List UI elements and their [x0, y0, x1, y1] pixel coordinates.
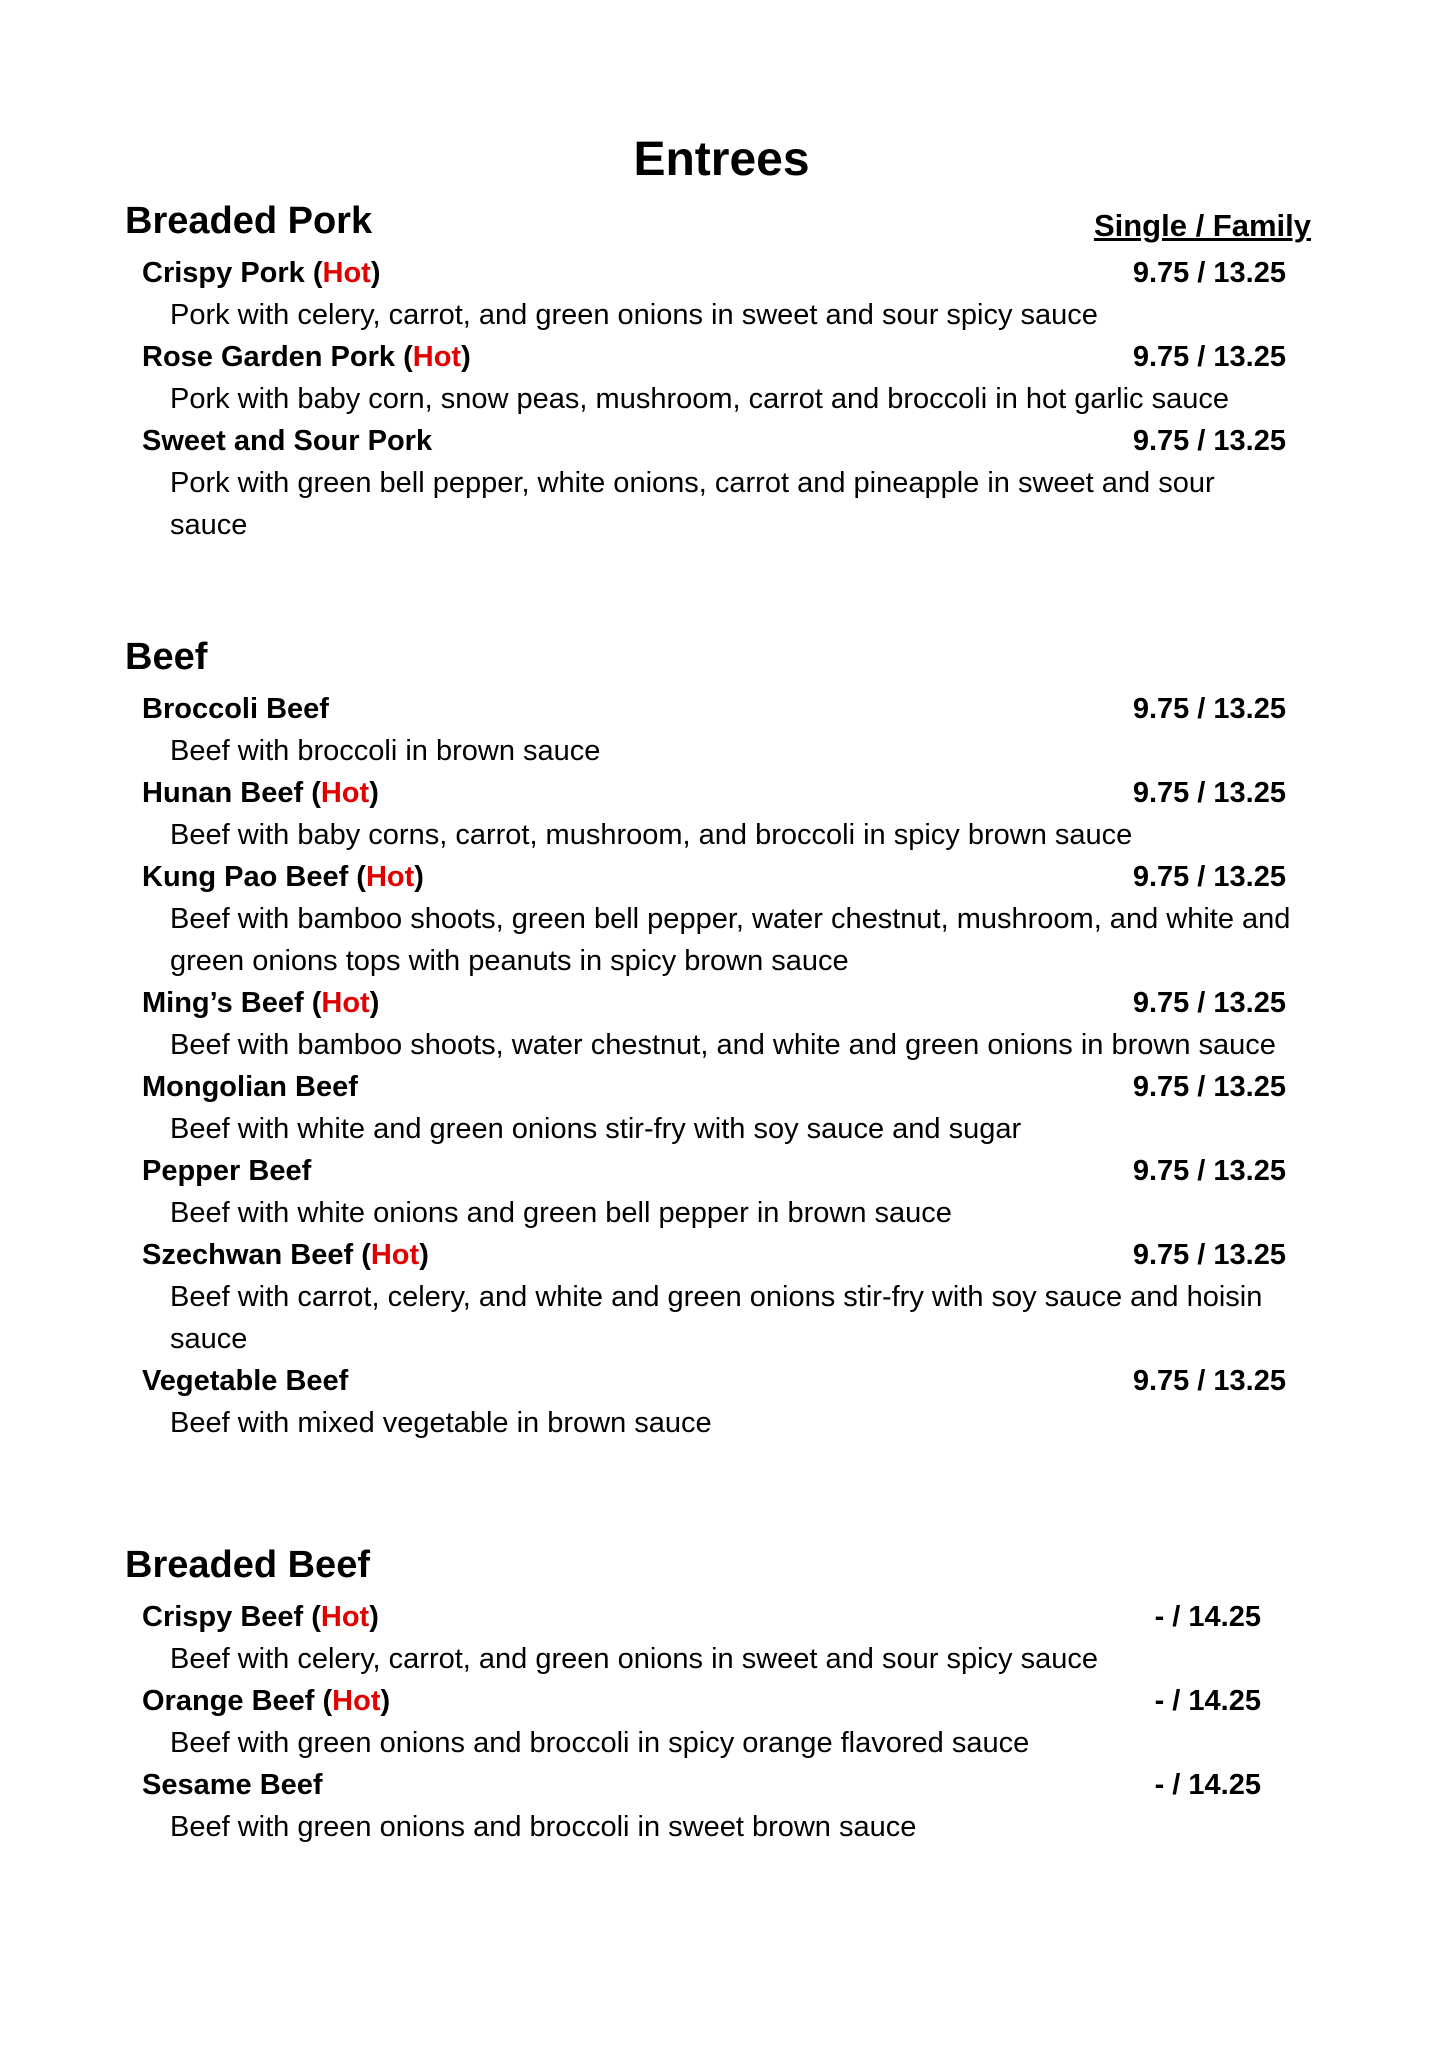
item-description: Pork with celery, carrot, and green onions in sweet and sour spicy sauce — [170, 299, 1098, 331]
item-description: Beef with mixed vegetable in brown sauce — [170, 1407, 712, 1439]
item-price: - / 14.25 — [1154, 1685, 1261, 1717]
menu-item — [125, 688, 1311, 772]
page-title: Entrees — [633, 133, 810, 186]
item-name: Mongolian Beef — [142, 1071, 358, 1103]
item-price: 9.75 / 13.25 — [1132, 987, 1286, 1019]
item-description: Pork with baby corn, snow peas, mushroom, carrot and broccoli in hot garlic sauce — [170, 383, 1229, 415]
hot-label: Hot — [322, 257, 371, 289]
section-breaded-beef — [125, 1540, 1311, 1848]
menu-item — [125, 1764, 1311, 1848]
section-title: Beef — [125, 636, 208, 678]
item-name: Crispy Beef (Hot) — [142, 1601, 379, 1633]
item-description: Beef with bamboo shoots, water chestnut, and white and green onions in brown sauce — [170, 1029, 1276, 1061]
item-price: 9.75 / 13.25 — [1132, 1365, 1286, 1397]
item-name: Orange Beef (Hot) — [142, 1685, 391, 1717]
menu-item — [125, 1680, 1311, 1764]
item-description: Beef with broccoli in brown sauce — [170, 735, 601, 767]
item-price: 9.75 / 13.25 — [1132, 1071, 1286, 1103]
section-header — [125, 1540, 1311, 1596]
hot-label: Hot — [412, 341, 462, 373]
item-name: Szechwan Beef (Hot) — [142, 1239, 429, 1271]
item-name: Hunan Beef (Hot) — [142, 777, 379, 809]
menu-item — [125, 982, 1311, 1066]
item-name: Vegetable Beef — [142, 1365, 349, 1397]
item-description: Beef with celery, carrot, and green onions in sweet and sour spicy sauce — [170, 1643, 1098, 1675]
menu-item — [125, 1360, 1311, 1444]
item-price: 9.75 / 13.25 — [1132, 425, 1286, 457]
item-price: 9.75 / 13.25 — [1132, 693, 1286, 725]
hot-label: Hot — [365, 861, 415, 893]
section-beef — [125, 632, 1311, 1444]
menu-item — [125, 336, 1311, 420]
hot-label: Hot — [370, 1239, 420, 1271]
menu-item — [125, 1234, 1311, 1360]
hot-label: Hot — [321, 987, 370, 1019]
item-description: Beef with baby corns, carrot, mushroom, and broccoli in spicy brown sauce — [170, 819, 1133, 851]
item-name: Sesame Beef — [142, 1769, 323, 1801]
item-name: Rose Garden Pork (Hot) — [142, 341, 471, 373]
menu-item — [125, 856, 1311, 982]
item-price: 9.75 / 13.25 — [1132, 341, 1286, 373]
section-breaded-pork — [125, 196, 1311, 546]
menu-item — [125, 252, 1311, 336]
price-column-header: Single / Family — [1093, 208, 1311, 243]
hot-label: Hot — [320, 777, 370, 809]
section-title: Breaded Pork — [125, 200, 373, 242]
item-description: Beef with green onions and broccoli in spicy orange flavored sauce — [170, 1727, 1030, 1759]
item-price: 9.75 / 13.25 — [1132, 1155, 1286, 1187]
item-price: - / 14.25 — [1154, 1769, 1261, 1801]
item-description: Beef with bamboo shoots, green bell pepper, water chestnut, mushroom, and white and green onions tops with peanuts in spicy brown sauce — [170, 903, 1291, 977]
item-price: 9.75 / 13.25 — [1132, 861, 1286, 893]
section-header — [125, 196, 1311, 252]
item-description: Beef with carrot, celery, and white and green onions stir-fry with soy sauce and hoisin sauce — [170, 1281, 1263, 1355]
item-name: Crispy Pork (Hot) — [142, 257, 381, 289]
item-name: Ming’s Beef (Hot) — [142, 987, 380, 1019]
section-title: Breaded Beef — [125, 1544, 370, 1586]
item-price: - / 14.25 — [1154, 1601, 1261, 1633]
item-description: Beef with white onions and green bell pepper in brown sauce — [170, 1197, 952, 1229]
item-price: 9.75 / 13.25 — [1132, 1239, 1286, 1271]
item-name: Pepper Beef — [142, 1155, 312, 1187]
item-name: Kung Pao Beef (Hot) — [142, 861, 424, 893]
menu-item — [125, 1066, 1311, 1150]
menu-item — [125, 1150, 1311, 1234]
item-name: Broccoli Beef — [142, 693, 329, 725]
item-price: 9.75 / 13.25 — [1132, 257, 1286, 289]
section-header — [125, 632, 1311, 688]
hot-label: Hot — [320, 1601, 370, 1633]
item-name: Sweet and Sour Pork — [142, 425, 433, 457]
hot-label: Hot — [332, 1685, 381, 1717]
menu-item — [125, 420, 1311, 546]
menu-item — [125, 772, 1311, 856]
item-price: 9.75 / 13.25 — [1132, 777, 1286, 809]
menu-item — [125, 1596, 1311, 1680]
item-description: Pork with green bell pepper, white onions, carrot and pineapple in sweet and sour sauce — [170, 467, 1215, 541]
item-description: Beef with white and green onions stir-fry with soy sauce and sugar — [170, 1113, 1022, 1145]
item-description: Beef with green onions and broccoli in sweet brown sauce — [170, 1811, 917, 1843]
